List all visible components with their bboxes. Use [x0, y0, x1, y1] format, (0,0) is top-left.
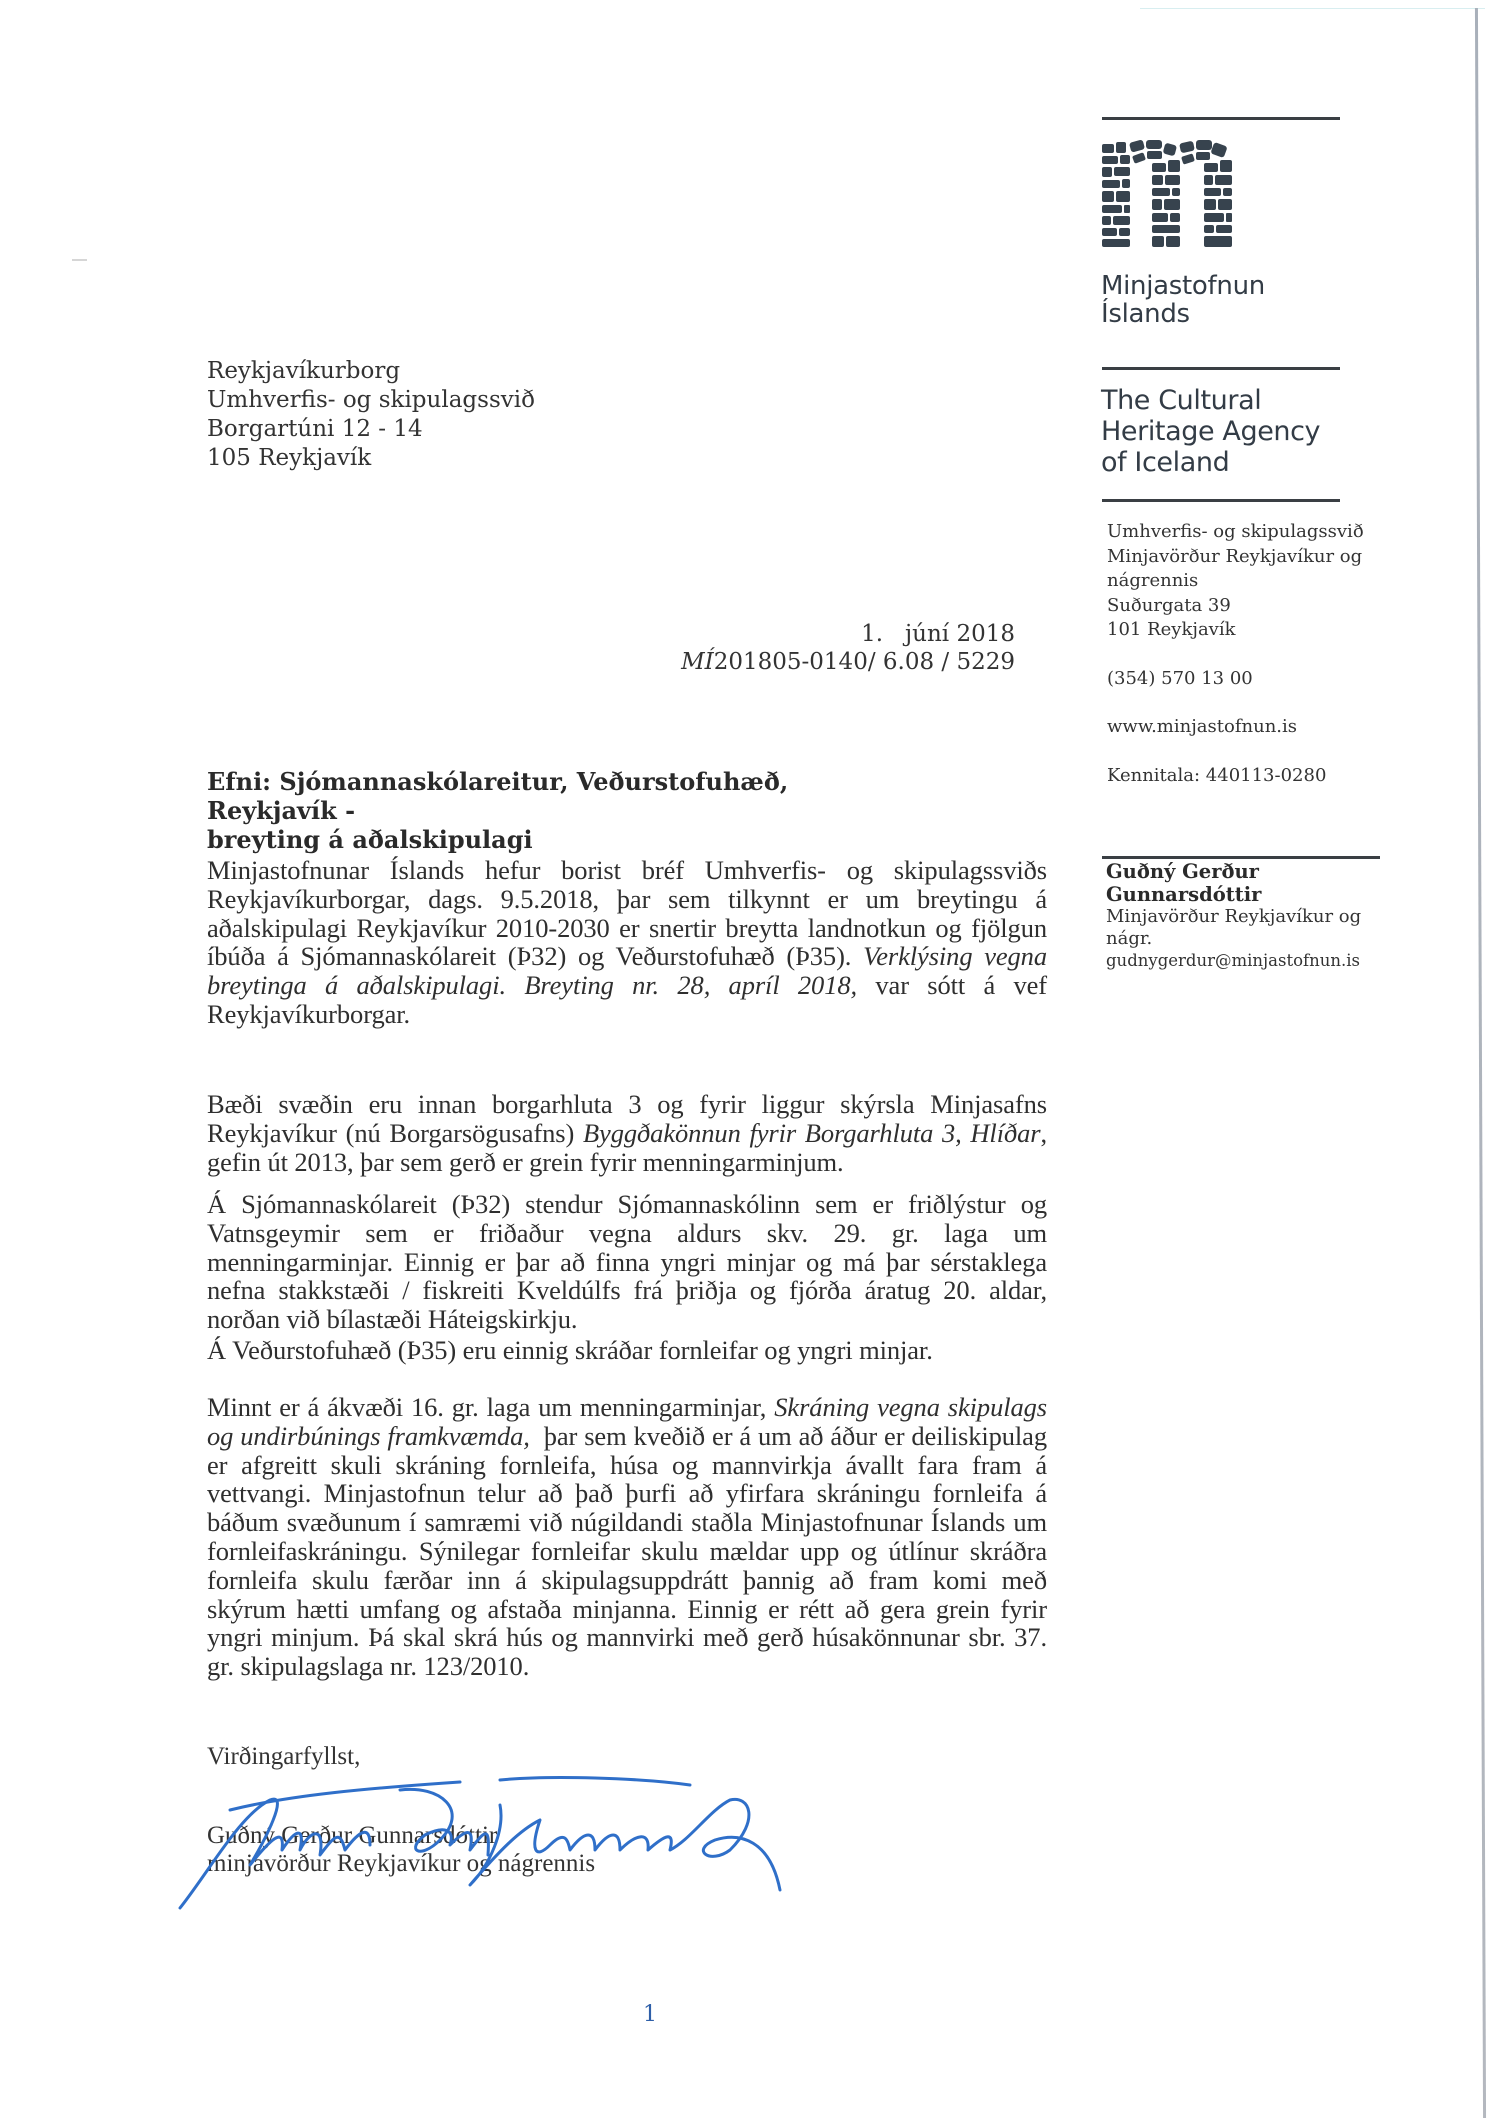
reference-rest: 201805-0140/ 6.08 / 5229	[713, 649, 1015, 675]
recipient-address	[207, 357, 535, 473]
contact-website-link[interactable]: www.minjastofnun.is	[1107, 716, 1298, 737]
report-title-italic: Byggðakönnun fyrir Borgarhluta 3, Hlíðar	[582, 1117, 1041, 1148]
reference-prefix: MÍ	[681, 649, 714, 675]
org-name-english	[1101, 385, 1320, 478]
scan-artifact-line	[1475, 8, 1486, 2118]
contact-office: nágrennis	[1107, 570, 1199, 591]
org-name-en-line: Heritage Agency	[1101, 416, 1321, 447]
scan-edge	[1140, 8, 1485, 9]
recipient-line: Reykjavíkurborg	[207, 358, 401, 384]
subject-line: Efni: Sjómannaskólareitur, Veðurstofuhæð, Reykjavík -	[207, 767, 789, 825]
letterhead-rule-top	[1102, 117, 1340, 120]
handwritten-signature-icon	[170, 1770, 850, 1920]
body-paragraph-3b	[207, 1336, 1047, 1365]
signatory-title: minjavörður Reykjavíkur og nágrennis	[207, 1850, 596, 1877]
sender-title: Minjavörður Reykjavíkur og	[1106, 906, 1362, 927]
text-run: Á Sjómannaskólareit (Þ32) stendur Sjómannaskólinn sem er friðlýstur og Vatnsgeymir sem er friðaður vegna aldurs skv. 29. gr. laga um menningarminjar. Einnig er þar að finna yngri minjar og má þar sérstaklega nefna stakkstæði / fiskreiti Kveldúlfs frá þriðja og fjórða áratug 20. aldar, norðan við bílastæði Háteigskirkju.	[207, 1189, 1047, 1335]
document-title-italic: Verklýsing vegna breytinga á aðalskipulagi. Breyting nr. 28, apríl 2018,	[207, 941, 1047, 1001]
subject-line: breyting á aðalskipulagi	[207, 825, 533, 854]
letterhead-rule-bottom	[1102, 499, 1340, 502]
body-paragraph-4	[207, 1392, 1054, 1682]
signatory-name: Guðný Gerður Gunnarsdóttir	[207, 1822, 498, 1849]
org-name-line: Íslands	[1101, 299, 1190, 329]
text-run: Bæði svæðin eru innan borgarhluta 3 og fyrir liggur skýrsla Minjasafns Reykjavíkur (nú Borgarsögusafns)	[207, 1089, 1047, 1148]
contact-block	[1107, 520, 1364, 788]
body-paragraph-3	[207, 1190, 1047, 1334]
sender-rule	[1102, 856, 1380, 859]
text-run: Minjastofnunar Íslands hefur borist bréf Umhverfis- og skipulagssviðs Reykjavíkurborgar, dags. 9.5.2018, þar sem tilkynnt er um breytingu á aðalskipulagi Reykjavíkur 2010-2030 er snertir breytta landnotkun og fjölgun íbúða á Sjómannaskólareit (Þ32) og Veðurstofuhæð (Þ35).	[207, 855, 1047, 972]
contact-street: Suðurgata 39	[1107, 594, 1231, 616]
org-name-line: Minjastofnun	[1101, 271, 1265, 301]
subject-heading	[207, 767, 887, 854]
scan-speck	[72, 259, 87, 261]
sender-title: nágr.	[1106, 928, 1153, 949]
recipient-line: Borgartúni 12 - 14	[207, 416, 423, 442]
letterhead-rule-middle	[1102, 367, 1340, 370]
org-name-en-line: The Cultural	[1101, 385, 1262, 416]
recipient-line: Umhverfis- og skipulagssvið	[207, 387, 535, 413]
sender-name: Gunnarsdóttir	[1106, 883, 1262, 906]
sender-block	[1106, 860, 1361, 972]
page-number: 1	[643, 2002, 657, 2027]
org-name-en-line: of Iceland	[1101, 447, 1230, 478]
law-section-italic: Skráning vegna skipulags og undirbúnings framkvæmda,	[207, 1392, 1047, 1451]
body-paragraph-2	[207, 1090, 1047, 1176]
contact-city: 101 Reykjavík	[1107, 619, 1236, 640]
contact-department: Umhverfis- og skipulagssvið	[1107, 521, 1364, 542]
sender-name: Guðný Gerður	[1106, 860, 1259, 883]
reference-number	[620, 648, 1015, 676]
body-paragraph-1	[207, 856, 1047, 1029]
recipient-line: 105 Reykjavík	[207, 445, 372, 471]
text-run: þar sem kveðið er á um að áður er deiliskipulag er afgreitt skuli skráning fornleifa, húsa og mannvirkja ávallt fara fram á vettvangi. Minjastofnun telur að það þurfi að yfirfara skráningu fornleifa á báðum svæðunum í samræmi við núgildandi staðla Minjastofnunar Íslands um fornleifaskráningu. Sýnilegar fornleifar skulu mældar upp og útlínur skráðra fornleifa skulu færðar inn á skipulagsuppdrátt þannig að fram komi með skýrum hætti umfang og afstaða minjanna. Einnig er rétt að gera grein fyrir yngri minjum. Þá skal skrá hús og mannvirki með gerð húsakönnunar sbr. 37. gr. skipulagslaga nr. 123/2010.	[207, 1420, 1054, 1682]
text-run: , gefin út 2013, þar sem gerð er grein fyrir menningarminjum.	[207, 1117, 1048, 1177]
date-reference-block	[620, 620, 1015, 676]
sender-email-link[interactable]: gudnygerdur@minjastofnun.is	[1106, 951, 1361, 970]
org-name-icelandic	[1101, 272, 1265, 328]
contact-office: Minjavörður Reykjavíkur og	[1107, 545, 1363, 567]
letter-date: 1. júní 2018	[861, 621, 1015, 647]
contact-phone: (354) 570 13 00	[1107, 667, 1253, 689]
text-run: var sótt á vef Reykjavíkurborgar.	[207, 970, 1047, 1029]
text-run: Minnt er á ákvæði 16. gr. laga um menningarminjar,	[207, 1392, 775, 1422]
text-run: Á Veðurstofuhæð (Þ35) eru einnig skráðar fornleifar og yngri minjar.	[207, 1335, 933, 1365]
contact-kennitala: Kennitala: 440113-0280	[1107, 764, 1327, 786]
closing-salutation: Virðingarfyllst,	[207, 1743, 361, 1770]
stone-m-logo-icon	[1100, 138, 1245, 250]
